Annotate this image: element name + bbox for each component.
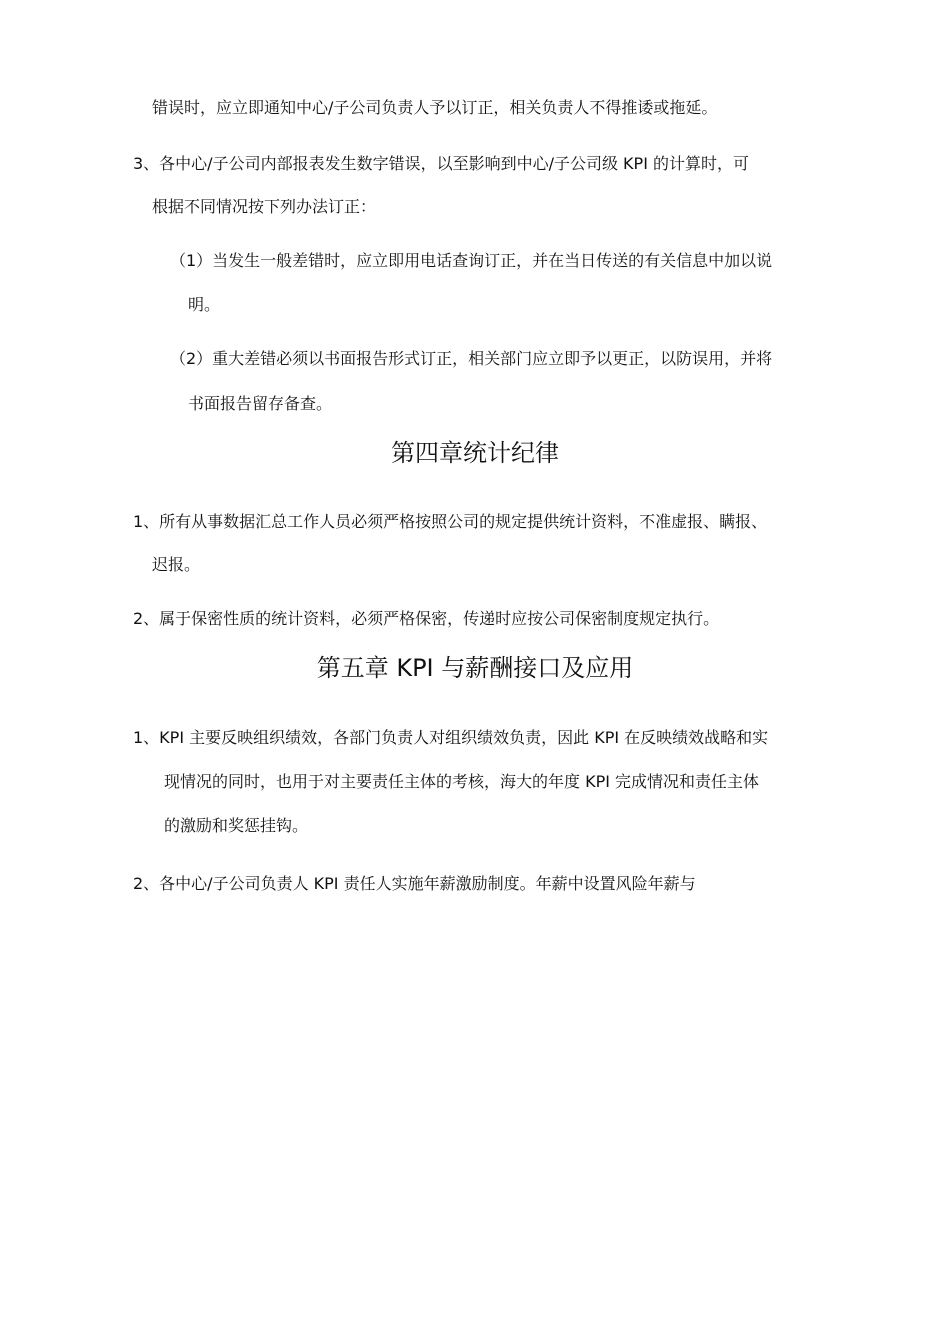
sub-item-1-line-2: 明。: [188, 295, 221, 314]
sub-item-2-line-1: （2）重大差错必须以书面报告形式订正，相关部门应立即予以更正，以防误用，并将: [170, 349, 773, 368]
chapter-4-item-1-line-1: 1、所有从事数据汇总工作人员必须严格按照公司的规定提供统计资料，不准虚报、瞒报、: [133, 512, 768, 531]
list-item-3-line-1: 3、各中心/子公司内部报表发生数字错误，以至影响到中心/子公司级 KPI 的计算时，可: [133, 154, 749, 173]
chapter-4-item-1-line-2: 迟报。: [152, 555, 201, 574]
chapter-5-title: 第五章 KPI 与薪酬接口及应用: [316, 654, 634, 682]
chapter-4-item-2-line-1: 2、属于保密性质的统计资料，必须严格保密，传递时应按公司保密制度规定执行。: [133, 609, 720, 628]
sub-item-2-line-2: 书面报告留存备查。: [188, 394, 333, 413]
chapter-5-item-1-line-1: 1、KPI 主要反映组织绩效，各部门负责人对组织绩效负责，因此 KPI 在反映绩效战略和实: [133, 728, 769, 747]
chapter-5-item-1-line-2: 现情况的同时，也用于对主要责任主体的考核，海大的年度 KPI 完成情况和责任主体: [164, 772, 760, 791]
list-item-3-line-2: 根据不同情况按下列办法订正：: [152, 197, 377, 216]
paragraph-continuation: 错误时，应立即通知中心/子公司负责人予以订正，相关负责人不得推诿或拖延。: [152, 98, 718, 117]
chapter-5-item-2-line-1: 2、各中心/子公司负责人 KPI 责任人实施年薪激励制度。年薪中设置风险年薪与: [133, 874, 696, 893]
chapter-4-title: 第四章统计纪律: [391, 439, 559, 467]
sub-item-1-line-1: （1）当发生一般差错时，应立即用电话查询订正，并在当日传送的有关信息中加以说: [170, 251, 773, 270]
chapter-5-item-1-line-3: 的激励和奖惩挂钩。: [164, 816, 309, 835]
